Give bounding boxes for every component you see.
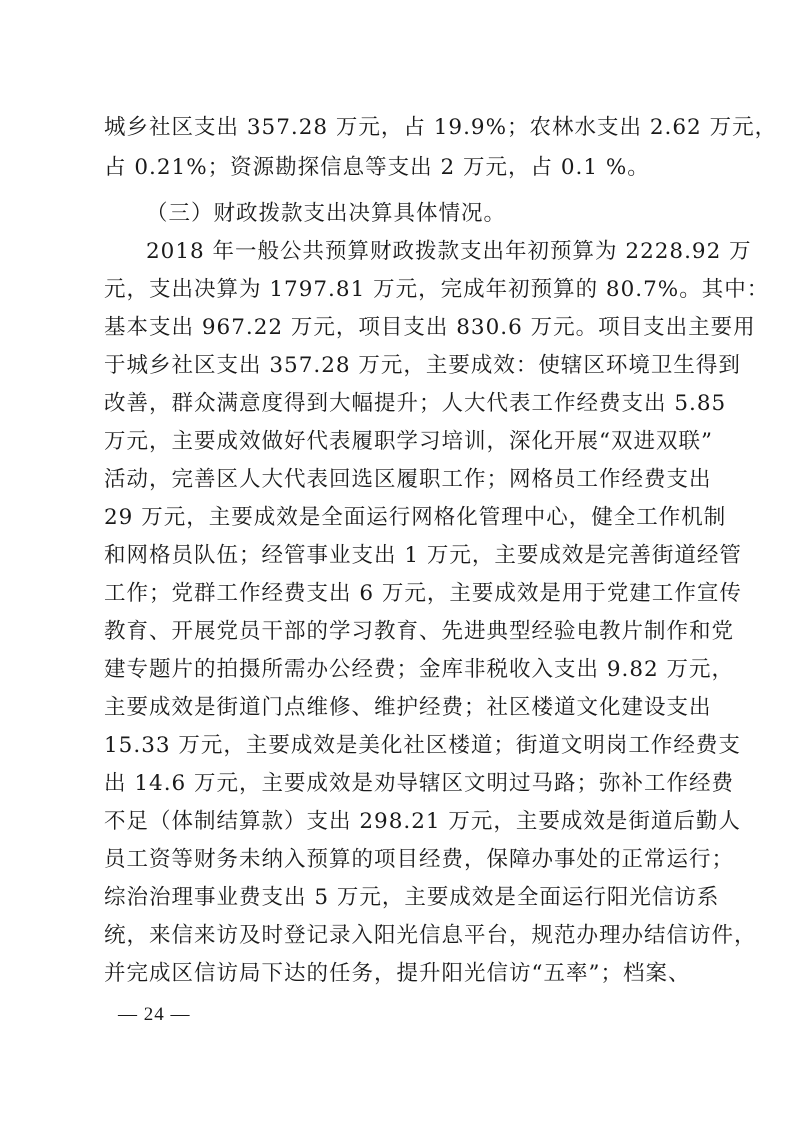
text-line: 并完成区信访局下达的任务，提升阳光信访“五率”；档案、 [104, 961, 691, 986]
text-line: 城乡社区支出 357.28 万元，占 19.9%；农林水支出 2.62 万元， [104, 115, 778, 140]
text-line: 基本支出 967.22 万元，项目支出 830.6 万元。项目支出主要用 [104, 315, 756, 340]
text-line: 工作；党群工作经费支出 6 万元，主要成效是用于党建工作宣传 [104, 581, 742, 606]
text-line: 建专题片的拍摄所需办公经费；金库非税收入支出 9.82 万元， [104, 657, 735, 682]
text-line: 综治治理事业费支出 5 万元，主要成效是全面运行阳光信访系 [104, 885, 720, 910]
text-line: 于城乡社区支出 357.28 万元，主要成效：使辖区环境卫生得到 [104, 353, 741, 378]
text-line: 主要成效是街道门点维修、维护经费；社区楼道文化建设支出 [104, 695, 712, 720]
text-line: 不足（体制结算款）支出 298.21 万元，主要成效是街道后勤人 [104, 809, 741, 834]
text-line: 员工资等财务未纳入预算的项目经费，保障办事处的正常运行； [104, 847, 735, 872]
page-number: — 24 — [118, 1004, 191, 1025]
text-line: 和网格员队伍；经管事业支出 1 万元，主要成效是完善街道经管 [104, 543, 742, 568]
text-line: 29 万元，主要成效是全面运行网格化管理中心，健全工作机制 [104, 505, 727, 530]
text-line: 占 0.21%；资源勘探信息等支出 2 万元，占 0.1 %。 [104, 155, 650, 180]
text-line: 万元，主要成效做好代表履职学习培训，深化开展“双进双联” [104, 429, 713, 454]
text-line: 教育、开展党员干部的学习教育、先进典型经验电教片制作和党 [104, 619, 735, 644]
text-line: 2018 年一般公共预算财政拨款支出年初预算为 2228.92 万 [146, 239, 752, 264]
text-line: 改善，群众满意度得到大幅提升；人大代表工作经费支出 5.85 [104, 391, 727, 416]
section-heading: （三）财政拨款支出决算具体情况。 [146, 201, 507, 226]
text-line: 15.33 万元，主要成效是美化社区楼道；街道文明岗工作经费支 [104, 733, 741, 758]
text-line: 统，来信来访及时登记录入阳光信息平台，规范办理办结信访件， [104, 923, 757, 948]
text-line: 元，支出决算为 1797.81 万元，完成年初预算的 80.7%。其中： [104, 277, 770, 302]
text-line: 活动，完善区人大代表回选区履职工作；网格员工作经费支出 [104, 467, 712, 492]
text-line: 出 14.6 万元，主要成效是劝导辖区文明过马路；弥补工作经费 [104, 771, 735, 796]
